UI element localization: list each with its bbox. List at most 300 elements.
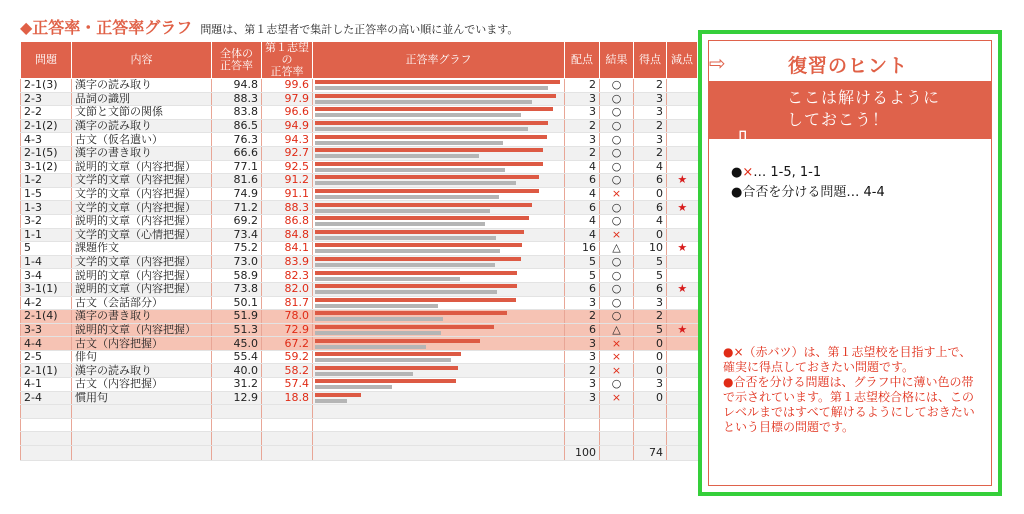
question-content: 文学的文章（内容把握）	[72, 201, 212, 215]
result-mark: ○	[600, 106, 634, 120]
table-row	[21, 228, 698, 242]
hint-band-text	[787, 87, 940, 131]
rate-graph-cell	[313, 269, 565, 283]
table-row	[21, 323, 698, 337]
points: 3	[565, 391, 600, 405]
question-id: 1-4	[21, 255, 72, 269]
rate-graph-cell	[313, 337, 565, 351]
score: 3	[634, 378, 667, 392]
table-row	[21, 310, 698, 324]
points: 4	[565, 214, 600, 228]
score: 0	[634, 391, 667, 405]
points: 3	[565, 106, 600, 120]
question-content: 慣用句	[72, 391, 212, 405]
first-choice-bar	[315, 230, 524, 234]
table-row	[21, 391, 698, 405]
red-x-mark: ×	[742, 165, 754, 180]
overall-bar	[315, 222, 485, 226]
overall-rate: 73.8	[212, 282, 262, 296]
hint-band	[709, 81, 991, 158]
overall-rate: 88.3	[212, 92, 262, 106]
table-row	[21, 242, 698, 256]
question-content: 説明的文章（内容把握）	[72, 160, 212, 174]
score: 2	[634, 310, 667, 324]
first-choice-bar	[315, 325, 494, 329]
deduction-star	[667, 228, 698, 242]
question-id: 2-1(5)	[21, 146, 72, 160]
rate-graph-cell	[313, 174, 565, 188]
overall-bar	[315, 181, 516, 185]
hint-band-line1: ここは解けるように	[787, 88, 941, 107]
question-content: 説明的文章（内容把握）	[72, 214, 212, 228]
result-mark: △	[600, 323, 634, 337]
overall-bar	[315, 385, 392, 389]
question-content: 課題作文	[72, 242, 212, 256]
rate-graph-cell	[313, 133, 565, 147]
table-row	[21, 92, 698, 106]
points: 2	[565, 310, 600, 324]
empty-row	[21, 405, 698, 419]
points: 2	[565, 119, 600, 133]
points: 6	[565, 323, 600, 337]
overall-bar	[315, 154, 479, 158]
overall-rate: 73.0	[212, 255, 262, 269]
col-overall-rate: 全体の 正答率	[212, 42, 262, 79]
first-choice-rate: 82.0	[262, 282, 313, 296]
rate-graph-cell	[313, 378, 565, 392]
first-choice-rate: 97.9	[262, 92, 313, 106]
question-id: 2-5	[21, 350, 72, 364]
result-mark: ○	[600, 269, 634, 283]
empty-row	[21, 432, 698, 446]
question-content: 古文（仮名遣い）	[72, 133, 212, 147]
page-title: ◆正答率・正答率グラフ	[20, 18, 193, 37]
overall-rate: 45.0	[212, 337, 262, 351]
points: 3	[565, 92, 600, 106]
overall-bar	[315, 277, 460, 281]
points: 3	[565, 337, 600, 351]
result-mark: ○	[600, 255, 634, 269]
question-content: 説明的文章（内容把握）	[72, 323, 212, 337]
first-choice-bar	[315, 135, 547, 139]
overall-bar	[315, 236, 496, 240]
score: 6	[634, 201, 667, 215]
question-id: 4-2	[21, 296, 72, 310]
overall-rate: 69.2	[212, 214, 262, 228]
overall-bar	[315, 100, 532, 104]
deduction-star	[667, 160, 698, 174]
rate-graph-cell	[313, 228, 565, 242]
deduction-star: ★	[667, 323, 698, 337]
overall-rate: 58.9	[212, 269, 262, 283]
question-content: 漢字の書き取り	[72, 146, 212, 160]
first-choice-bar	[315, 379, 456, 383]
score: 5	[634, 323, 667, 337]
deduction-star	[667, 296, 698, 310]
col-deduction: 減点	[667, 42, 698, 79]
points: 5	[565, 255, 600, 269]
points: 6	[565, 282, 600, 296]
page-note: 問題は、第１志望者で集計した正答率の高い順に並んでいます。	[200, 23, 519, 36]
table-row	[21, 269, 698, 283]
overall-bar	[315, 331, 441, 335]
deduction-star	[667, 310, 698, 324]
rate-graph-cell	[313, 296, 565, 310]
total-score: 74	[634, 446, 667, 461]
overall-rate: 51.3	[212, 323, 262, 337]
first-choice-bar	[315, 339, 480, 343]
first-choice-bar	[315, 216, 529, 220]
first-choice-bar	[315, 175, 539, 179]
first-choice-rate: 84.1	[262, 242, 313, 256]
rate-graph-cell	[313, 201, 565, 215]
empty-row	[21, 418, 698, 432]
col-score: 得点	[634, 42, 667, 79]
result-mark: ○	[600, 378, 634, 392]
col-points: 配点	[565, 42, 600, 79]
result-mark: ○	[600, 201, 634, 215]
table-row	[21, 255, 698, 269]
result-mark: ×	[600, 337, 634, 351]
result-mark: ○	[600, 214, 634, 228]
question-content: 文学的文章（内容把握）	[72, 255, 212, 269]
first-choice-rate: 96.6	[262, 106, 313, 120]
overall-bar	[315, 86, 548, 90]
score: 3	[634, 133, 667, 147]
rate-graph-cell	[313, 92, 565, 106]
col-question: 問題	[21, 42, 72, 79]
table-row	[21, 296, 698, 310]
score: 4	[634, 214, 667, 228]
rate-graph-cell	[313, 282, 565, 296]
question-id: 1-2	[21, 174, 72, 188]
first-choice-bar	[315, 243, 522, 247]
result-mark: ○	[600, 310, 634, 324]
rate-graph-cell	[313, 119, 565, 133]
score: 0	[634, 337, 667, 351]
question-id: 2-1(4)	[21, 310, 72, 324]
overall-bar	[315, 399, 347, 403]
score: 2	[634, 119, 667, 133]
first-choice-rate: 67.2	[262, 337, 313, 351]
first-choice-bar	[315, 271, 517, 275]
first-choice-rate: 92.7	[262, 146, 313, 160]
overall-bar	[315, 304, 438, 308]
question-id: 5	[21, 242, 72, 256]
deduction-star	[667, 337, 698, 351]
score-table	[20, 41, 698, 461]
points: 4	[565, 187, 600, 201]
first-choice-rate: 18.8	[262, 391, 313, 405]
score: 0	[634, 350, 667, 364]
question-content: 漢字の書き取り	[72, 310, 212, 324]
result-mark: ○	[600, 133, 634, 147]
rate-graph-cell	[313, 310, 565, 324]
overall-bar	[315, 209, 490, 213]
overall-rate: 71.2	[212, 201, 262, 215]
question-content: 文学的文章（心情把握）	[72, 228, 212, 242]
question-content: 説明的文章（内容把握）	[72, 269, 212, 283]
points: 6	[565, 174, 600, 188]
result-mark: ×	[600, 364, 634, 378]
rate-graph-cell	[313, 350, 565, 364]
deduction-star: ★	[667, 282, 698, 296]
first-choice-bar	[315, 203, 532, 207]
question-id: 2-1(2)	[21, 119, 72, 133]
deduction-star	[667, 79, 698, 93]
hint-footnote	[723, 345, 983, 435]
overall-bar	[315, 290, 497, 294]
score: 3	[634, 92, 667, 106]
overall-rate: 50.1	[212, 296, 262, 310]
first-choice-rate: 59.2	[262, 350, 313, 364]
table-row	[21, 337, 698, 351]
rate-graph-cell	[313, 187, 565, 201]
first-choice-rate: 94.9	[262, 119, 313, 133]
hint-item-key: ●合否を分ける問題… 4-4	[731, 185, 885, 200]
overall-rate: 55.4	[212, 350, 262, 364]
result-mark: ○	[600, 160, 634, 174]
question-id: 3-2	[21, 214, 72, 228]
overall-rate: 86.5	[212, 119, 262, 133]
table-row	[21, 106, 698, 120]
overall-bar	[315, 141, 503, 145]
score: 0	[634, 364, 667, 378]
first-choice-bar	[315, 393, 361, 397]
question-content: 漢字の読み取り	[72, 79, 212, 93]
question-id: 4-1	[21, 378, 72, 392]
points: 4	[565, 160, 600, 174]
rate-graph-cell	[313, 323, 565, 337]
deduction-star	[667, 106, 698, 120]
first-choice-bar	[315, 257, 521, 261]
overall-rate: 76.3	[212, 133, 262, 147]
table-row	[21, 160, 698, 174]
score: 6	[634, 282, 667, 296]
result-mark: ×	[600, 391, 634, 405]
question-id: 4-4	[21, 337, 72, 351]
question-id: 2-4	[21, 391, 72, 405]
overall-bar	[315, 263, 495, 267]
overall-bar	[315, 358, 451, 362]
score: 2	[634, 79, 667, 93]
overall-bar	[315, 372, 413, 376]
overall-rate: 75.2	[212, 242, 262, 256]
overall-bar	[315, 195, 499, 199]
rate-graph-cell	[313, 79, 565, 93]
deduction-star	[667, 391, 698, 405]
first-choice-bar	[315, 352, 461, 356]
overall-bar	[315, 127, 528, 131]
result-mark: ○	[600, 92, 634, 106]
review-hint-inner	[708, 40, 992, 486]
table-row	[21, 79, 698, 93]
col-first-choice-rate: 第１志望の 正答率	[262, 42, 313, 79]
table-row	[21, 187, 698, 201]
result-mark: ○	[600, 174, 634, 188]
total-points: 100	[565, 446, 600, 461]
deduction-star	[667, 146, 698, 160]
first-choice-bar	[315, 366, 458, 370]
first-choice-rate: 81.7	[262, 296, 313, 310]
deduction-star	[667, 214, 698, 228]
question-id: 1-3	[21, 201, 72, 215]
rate-graph-cell	[313, 391, 565, 405]
table-row	[21, 119, 698, 133]
points: 2	[565, 364, 600, 378]
result-mark: ○	[600, 146, 634, 160]
first-choice-rate: 99.6	[262, 79, 313, 93]
deduction-star	[667, 364, 698, 378]
table-row	[21, 364, 698, 378]
deduction-star	[667, 119, 698, 133]
first-choice-rate: 91.1	[262, 187, 313, 201]
table-row	[21, 214, 698, 228]
col-content: 内容	[72, 42, 212, 79]
table-row	[21, 378, 698, 392]
first-choice-rate: 94.3	[262, 133, 313, 147]
question-id: 2-3	[21, 92, 72, 106]
overall-rate: 51.9	[212, 310, 262, 324]
deduction-star: ★	[667, 242, 698, 256]
points: 16	[565, 242, 600, 256]
result-mark: ×	[600, 228, 634, 242]
table-header-row	[21, 42, 698, 79]
result-mark: ○	[600, 119, 634, 133]
hint-title: 復習のヒント	[788, 55, 909, 77]
overall-rate: 81.6	[212, 174, 262, 188]
score: 5	[634, 255, 667, 269]
score: 5	[634, 269, 667, 283]
deduction-star	[667, 92, 698, 106]
points: 4	[565, 228, 600, 242]
score: 0	[634, 187, 667, 201]
result-mark: ○	[600, 282, 634, 296]
deduction-star	[667, 133, 698, 147]
hint-item-wrong	[731, 163, 885, 183]
result-mark: △	[600, 242, 634, 256]
points: 3	[565, 296, 600, 310]
table-row	[21, 350, 698, 364]
first-choice-bar	[315, 189, 539, 193]
first-choice-rate: 82.3	[262, 269, 313, 283]
first-choice-rate: 83.9	[262, 255, 313, 269]
review-hint-panel	[698, 30, 1002, 496]
hint-list	[731, 163, 885, 203]
overall-rate: 40.0	[212, 364, 262, 378]
rate-graph-cell	[313, 146, 565, 160]
first-choice-bar	[315, 284, 517, 288]
overall-bar	[315, 345, 426, 349]
result-mark: ○	[600, 79, 634, 93]
question-content: 文節と文節の関係	[72, 106, 212, 120]
overall-rate: 12.9	[212, 391, 262, 405]
result-mark: ×	[600, 187, 634, 201]
table-row	[21, 201, 698, 215]
first-choice-rate: 84.8	[262, 228, 313, 242]
rate-graph-cell	[313, 106, 565, 120]
first-choice-rate: 78.0	[262, 310, 313, 324]
question-content: 説明的文章（内容把握）	[72, 282, 212, 296]
question-id: 3-1(2)	[21, 160, 72, 174]
rate-graph-cell	[313, 160, 565, 174]
hint-item-wrong-text: … 1-5, 1-1	[753, 165, 822, 180]
overall-rate: 83.8	[212, 106, 262, 120]
points: 2	[565, 79, 600, 93]
page-header	[20, 15, 518, 37]
deduction-star	[667, 255, 698, 269]
question-content: 漢字の読み取り	[72, 119, 212, 133]
overall-bar	[315, 249, 500, 253]
question-content: 品詞の識別	[72, 92, 212, 106]
first-choice-rate: 92.5	[262, 160, 313, 174]
first-choice-bar	[315, 107, 553, 111]
first-choice-bar	[315, 80, 560, 84]
question-id: 2-1(3)	[21, 79, 72, 93]
overall-rate: 74.9	[212, 187, 262, 201]
question-content: 古文（内容把握）	[72, 337, 212, 351]
question-id: 1-5	[21, 187, 72, 201]
table-row	[21, 133, 698, 147]
overall-bar	[315, 113, 521, 117]
first-choice-bar	[315, 148, 543, 152]
result-mark: ○	[600, 296, 634, 310]
rate-graph-cell	[313, 255, 565, 269]
totals-row	[21, 446, 698, 461]
first-choice-rate: 88.3	[262, 201, 313, 215]
deduction-star: ★	[667, 201, 698, 215]
points: 3	[565, 133, 600, 147]
question-content: 文学的文章（内容把握）	[72, 187, 212, 201]
deduction-star	[667, 378, 698, 392]
table-row	[21, 282, 698, 296]
col-rate-graph: 正答率グラフ	[313, 42, 565, 79]
overall-bar	[315, 168, 505, 172]
table-row	[21, 146, 698, 160]
points: 6	[565, 201, 600, 215]
question-content: 文学的文章（内容把握）	[72, 174, 212, 188]
score: 3	[634, 296, 667, 310]
score: 10	[634, 242, 667, 256]
question-id: 3-1(1)	[21, 282, 72, 296]
first-choice-rate: 72.9	[262, 323, 313, 337]
first-choice-bar	[315, 162, 543, 166]
question-content: 漢字の読み取り	[72, 364, 212, 378]
question-id: 3-4	[21, 269, 72, 283]
question-content: 古文（内容把握）	[72, 378, 212, 392]
score: 2	[634, 146, 667, 160]
question-id: 1-1	[21, 228, 72, 242]
deduction-star	[667, 350, 698, 364]
table-row	[21, 174, 698, 188]
score: 3	[634, 106, 667, 120]
first-choice-bar	[315, 311, 507, 315]
overall-rate: 94.8	[212, 79, 262, 93]
overall-rate: 31.2	[212, 378, 262, 392]
question-id: 2-1(1)	[21, 364, 72, 378]
hint-band-line2: しておこう！	[787, 110, 890, 129]
rate-graph-cell	[313, 214, 565, 228]
points: 5	[565, 269, 600, 283]
first-choice-rate: 57.4	[262, 378, 313, 392]
rate-graph-cell	[313, 242, 565, 256]
question-id: 3-3	[21, 323, 72, 337]
deduction-star	[667, 187, 698, 201]
score: 6	[634, 174, 667, 188]
first-choice-rate: 86.8	[262, 214, 313, 228]
hint-bullet: ●	[731, 165, 743, 180]
overall-rate: 66.6	[212, 146, 262, 160]
